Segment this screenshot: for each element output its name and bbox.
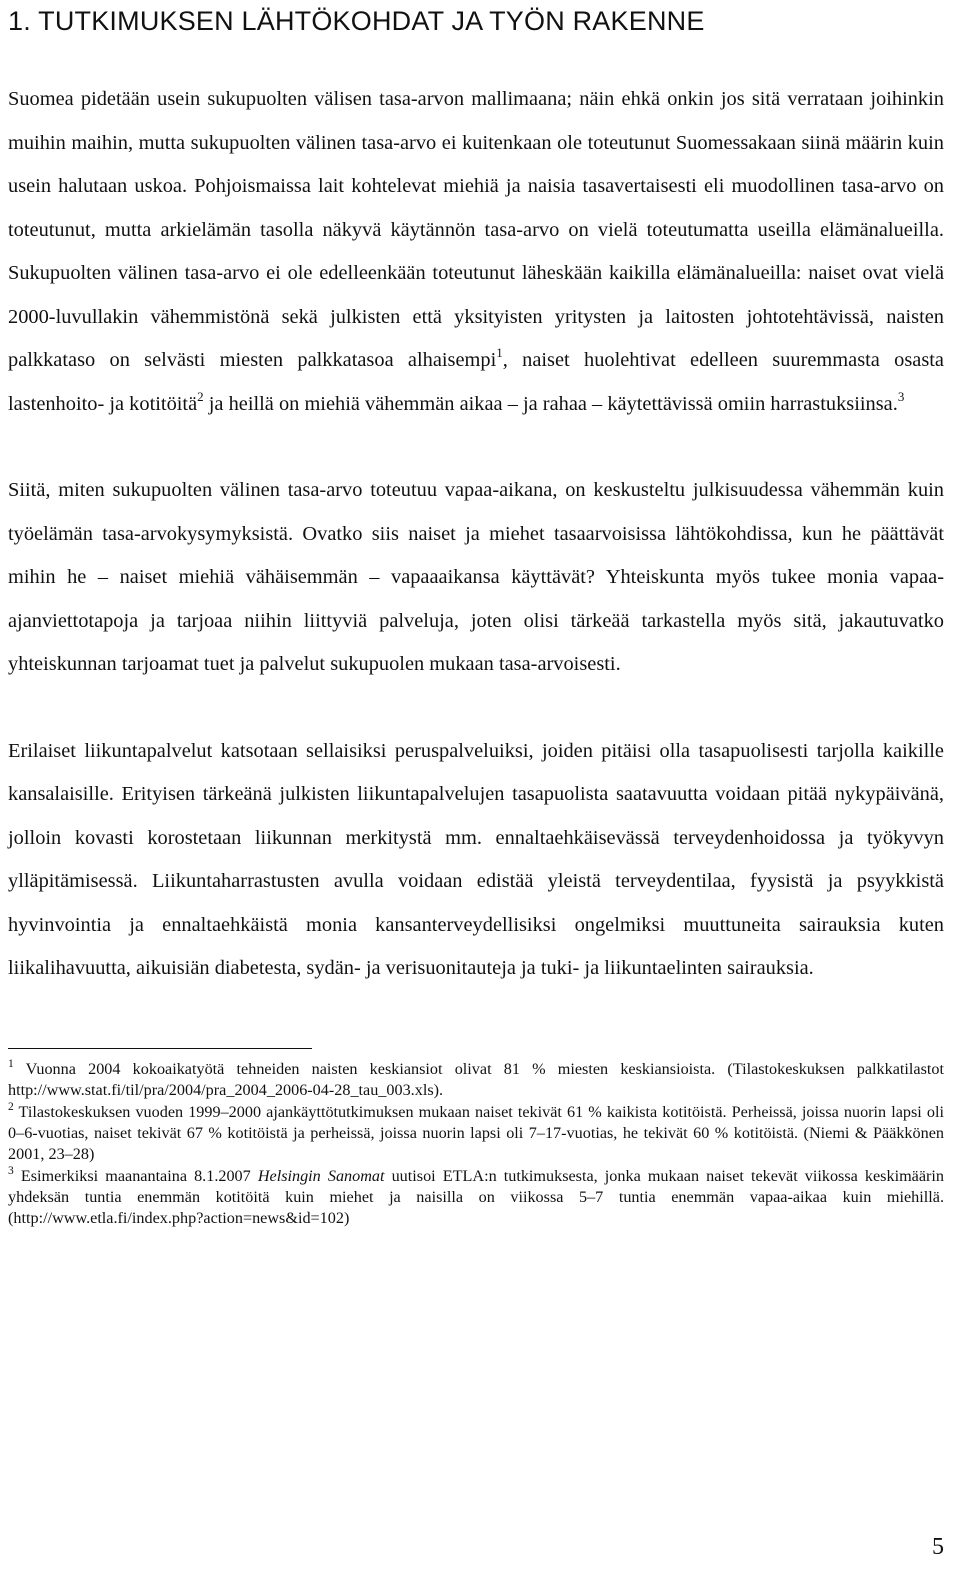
footnote-2-number: 2 bbox=[8, 1100, 14, 1113]
footnote-3-text-after: uutisoi ETLA:n tutkimuksesta, jonka mukaan naiset tekevät viikossa keskimäärin yhdeksän tuntia enemmän kotitöitä kuin miehet ja naisilla on viikossa 5–7 tuntia enemmän vapaa-aikaa kuin miehillä. (http://www.etla.fi/index.php?action=news&id=102) bbox=[8, 1166, 945, 1227]
footnote-1-number: 1 bbox=[8, 1057, 14, 1070]
footnote-1-text: Vuonna 2004 kokoaikatyötä tehneiden naisten keskiansiot olivat 81 % miesten keskiansioista. (Tilastokeskuksen palkkatilastot http://www.stat.fi/til/pra/2004/pra_2004_2006-04-28_tau_003.xls). bbox=[8, 1059, 944, 1099]
paragraph-2: Siitä, miten sukupuolten välinen tasa-arvo toteutuu vapaa-aikana, on keskusteltu julkisuudessa vähemmän kuin työelämän tasa-arvokysymyksistä. Ovatko siis naiset ja miehet tasaarvoisissa lähtökohdissa, kun he päättävät mihin he – naiset miehiä vähäisemmän – vapaaaikansa käyttävät? Yhteiskunta myös tukee monia vapaa-ajanviettotapoja ja tarjoaa niihin liittyviä palveluja, joten olisi tärkeää tarkastella myös sitä, jakautuvatko yhteiskunnan tarjoamat tuet ja palvelut sukupuolen mukaan tasa-arvoisesti. bbox=[8, 479, 944, 675]
paragraph-1-text-c: ja heillä on miehiä vähemmän aikaa – ja rahaa – käytettävissä omiin harrastuksiinsa. bbox=[203, 392, 898, 415]
document-page bbox=[8, 0, 944, 1229]
footnote-3 bbox=[8, 1166, 944, 1229]
footnote-divider bbox=[8, 1048, 312, 1049]
paragraph-1-text-b: , naiset huolehtivat edelleen suuremmasta osasta lastenhoito- ja kotitöitä bbox=[8, 349, 944, 415]
footnote-2-text: Tilastokeskuksen vuoden 1999–2000 ajankäyttötutkimuksen mukaan naiset tekivät 61 % kaikista kotitöistä. Perheissä, joissa nuorin lapsi oli 0–6-vuotias, naiset tekivät 67 % kotitöistä ja perheissä, joissa nuorin lapsi oli 7–17-vuotias, he tekivät 60 % kotitöistä. (Niemi & Pääkkönen 2001, 23–28) bbox=[8, 1102, 944, 1163]
footnote-3-number: 3 bbox=[8, 1164, 14, 1177]
footnote-2 bbox=[8, 1102, 944, 1165]
footnote-3-text-before: Esimerkiksi maanantaina 8.1.2007 bbox=[20, 1166, 258, 1185]
footnotes bbox=[8, 1059, 944, 1229]
chapter-heading: 1. TUTKIMUKSEN LÄHTÖKOHDAT JA TYÖN RAKENNE bbox=[8, 6, 705, 36]
paragraph-1 bbox=[8, 78, 944, 426]
paragraph-1-text-a: Suomea pidetään usein sukupuolten välisen tasa-arvon mallimaana; näin ehkä onkin jos sitä verrataan joihinkin muihin maihin, mutta sukupuolten välinen tasa-arvo ei kuitenkaan ole toteutunut Suomessakaan siinä määrin kuin usein halutaan uskoa. Pohjoismaissa lait kohtelevat miehiä ja naisia tasavertaisesti eli muodollinen tasa-arvo on toteutunut, mutta arkielämän tasolla näkyvä käytännön tasa-arvo on vielä toteutumatta useilla elämänalueilla. Sukupuolten välinen tasa-arvo ei ole edelleenkään toteutunut läheskään kaikilla elämänalueilla: naiset ovat vielä 2000-luvullakin vähemmistönä sekä julkisten että yksityisten yritysten ja laitosten johtotehtävissä, naisten palkkataso on selvästi miesten palkkatasoa alhaisempi bbox=[8, 88, 944, 371]
footnote-ref-3: 3 bbox=[897, 388, 905, 404]
footnote-3-newspaper-title: Helsingin Sanomat bbox=[257, 1166, 385, 1185]
footnote-1 bbox=[8, 1059, 944, 1101]
footnote-ref-1: 1 bbox=[496, 345, 503, 360]
footnote-ref-2: 2 bbox=[197, 388, 204, 404]
paragraph-3: Erilaiset liikuntapalvelut katsotaan sellaisiksi peruspalveluiksi, joiden pitäisi olla tasapuolisesti tarjolla kaikille kansalaisille. Erityisen tärkeänä julkisten liikuntapalvelujen tasapuolista saatavuutta voidaan pitää nykypäivänä, jolloin kovasti korostetaan liikunnan merkitystä mm. ennaltaehkäisevässä terveydenhoidossa ja työkyvyn ylläpitämisessä. Liikuntaharrastusten avulla voidaan edistää yleistä terveydentilaa, fyysistä ja psyykkistä hyvinvointia ja ennaltaehkäistä monia kansanterveydellisiksi ongelmiksi muuttuneita sairauksia kuten liikalihavuutta, aikuisiän diabetesta, sydän- ja verisuonitauteja ja tuki- ja liikuntaelinten sairauksia. bbox=[8, 739, 944, 979]
page-number: 5 bbox=[932, 1534, 944, 1560]
